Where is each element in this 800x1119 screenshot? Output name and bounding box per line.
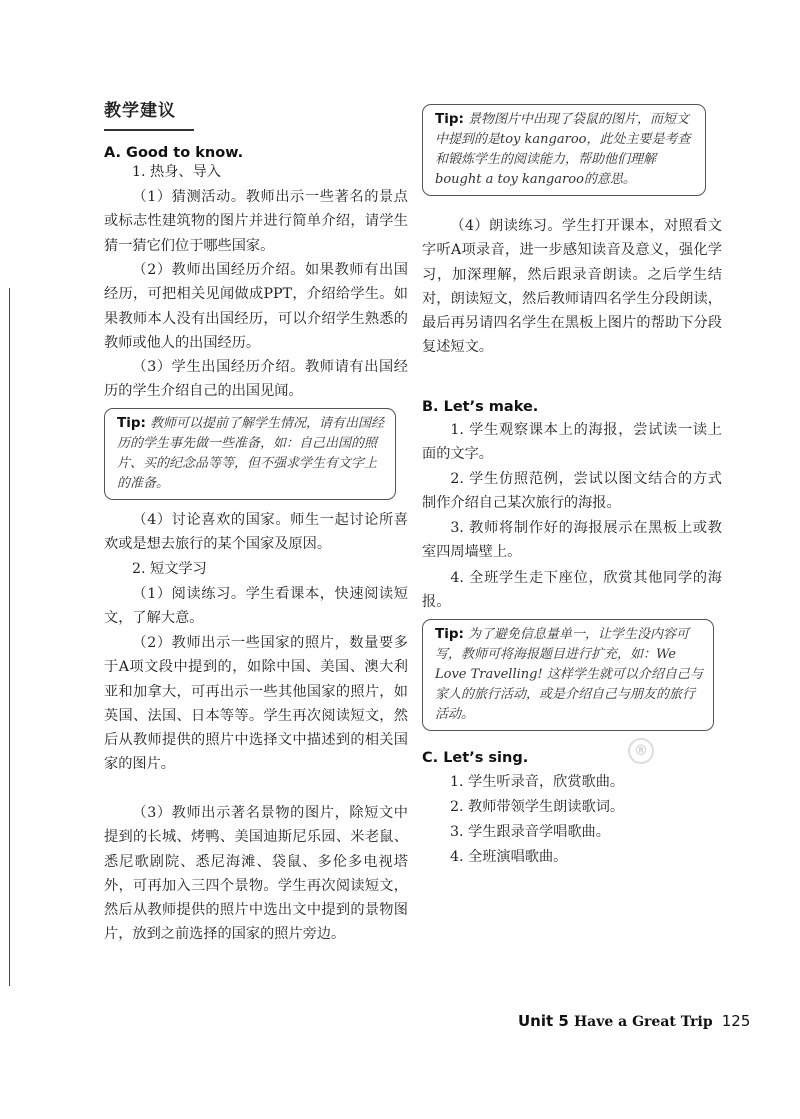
- list-item-sing-4: 4. 全班演唱歌曲。: [450, 849, 568, 865]
- list-item-sing-1: 1. 学生听录音，欣赏歌曲。: [450, 774, 625, 790]
- footer-unit: Unit 5: [518, 1012, 569, 1030]
- tip-label: Tip:: [435, 111, 464, 127]
- reading-title: 2. 短文学习: [132, 561, 207, 577]
- section-c-title: C. Let’s sing.: [422, 750, 529, 766]
- warmup-title: 1. 热身、导入: [132, 164, 221, 180]
- footer-unit-title: Have a Great Trip: [573, 1014, 713, 1030]
- tip-box-2: [422, 104, 706, 196]
- paragraph-student-experience: （3）学生出国经历介绍。教师请有出国经历的学生介绍自己的出国见闻。: [104, 359, 408, 400]
- list-item-make-4: 4. 全班学生走下座位，欣赏其他同学的海报。: [422, 570, 722, 611]
- paragraph-country-photos: （2）教师出示一些国家的照片，数量要多于A项文段中提到的，如除中国、美国、澳大利亚和加拿大，可再出示一些其他国家的照片，如英国、法国、日本等等。学生再次阅读短文，然后从教师提供的照片中选择文中描述到的相关国家的图片。: [104, 635, 408, 773]
- tip-box-3: [422, 619, 714, 731]
- section-b-title: B. Let’s make.: [422, 399, 539, 415]
- paragraph-discuss-countries: （4）讨论喜欢的国家。师生一起讨论所喜欢或是想去旅行的某个国家及原因。: [104, 512, 408, 553]
- section-a-title: A. Good to know.: [104, 145, 244, 161]
- tip-label: Tip:: [117, 415, 146, 431]
- tip-box-1: [104, 408, 396, 500]
- paragraph-landmark-photos: （3）教师出示著名景物的图片，除短文中提到的长城、烤鸭、美国迪斯尼乐园、米老鼠、悉尼歌剧院、悉尼海滩、袋鼠、多伦多电视塔外，可再加入三四个景物。学生再次阅读短文，然后从教师提供的照片中选出文中提到的景物图片，放到之前选择的国家的照片旁边。: [104, 805, 408, 943]
- list-item-make-3: 3. 教师将制作好的海报展示在黑板上或教室四周墙壁上。: [422, 520, 722, 561]
- page-edge-mark: [0, 288, 10, 986]
- list-item-make-1: 1. 学生观察课本上的海报，尝试读一读上面的文字。: [422, 422, 722, 463]
- list-item-sing-2: 2. 教师带领学生朗读歌词。: [450, 799, 625, 815]
- tip-text: 为了避免信息量单一，让学生没内容可写，教师可将海报题目进行扩充，如：We Love Travelling! 这样学生就可以介绍自己与家人的旅行活动，或是介绍自己与朋友的旅行活动。: [435, 627, 703, 722]
- tip-text: 景物图片中出现了袋鼠的图片，而短文中提到的是toy kangaroo，此处主要是考查和锻炼学生的阅读能力，帮助他们理解bought a toy kangaroo的意思。: [435, 112, 691, 187]
- page-heading: 教学建议: [104, 96, 194, 131]
- tip-label: Tip:: [435, 626, 464, 642]
- tip-text: 教师可以提前了解学生情况，请有出国经历的学生事先做一些准备，如：自己出国的照片、买的纪念品等等，但不强求学生有文字上的准备。: [117, 416, 385, 491]
- registered-mark-watermark: ®: [628, 738, 654, 764]
- list-item-make-2: 2. 学生仿照范例，尝试以图文结合的方式制作介绍自己某次旅行的海报。: [422, 471, 722, 512]
- list-item-sing-3: 3. 学生跟录音学唱歌曲。: [450, 824, 610, 840]
- page-footer: [518, 1011, 750, 1030]
- paragraph-read-aloud: （4）朗读练习。学生打开课本，对照看文字听A项录音，进一步感知读音及意义，强化学习，加深理解，然后跟录音朗读。之后学生结对，朗读短文，然后教师请四名学生分段朗读，最后再另请四名学生在黑板上图片的帮助下分段复述短文。: [422, 218, 722, 356]
- page-number: 125: [721, 1012, 751, 1030]
- paragraph-guess-activity: （1）猜测活动。教师出示一些著名的景点或标志性建筑物的图片并进行简单介绍，请学生猜一猜它们位于哪些国家。: [104, 189, 408, 254]
- paragraph-teacher-experience: （2）教师出国经历介绍。如果教师有出国经历，可把相关见闻做成PPT，介绍给学生。如果教师本人没有出国经历，可以介绍学生熟悉的教师或他人的出国经历。: [104, 262, 408, 351]
- paragraph-reading-practice: （1）阅读练习。学生看课本，快速阅读短文，了解大意。: [104, 586, 408, 627]
